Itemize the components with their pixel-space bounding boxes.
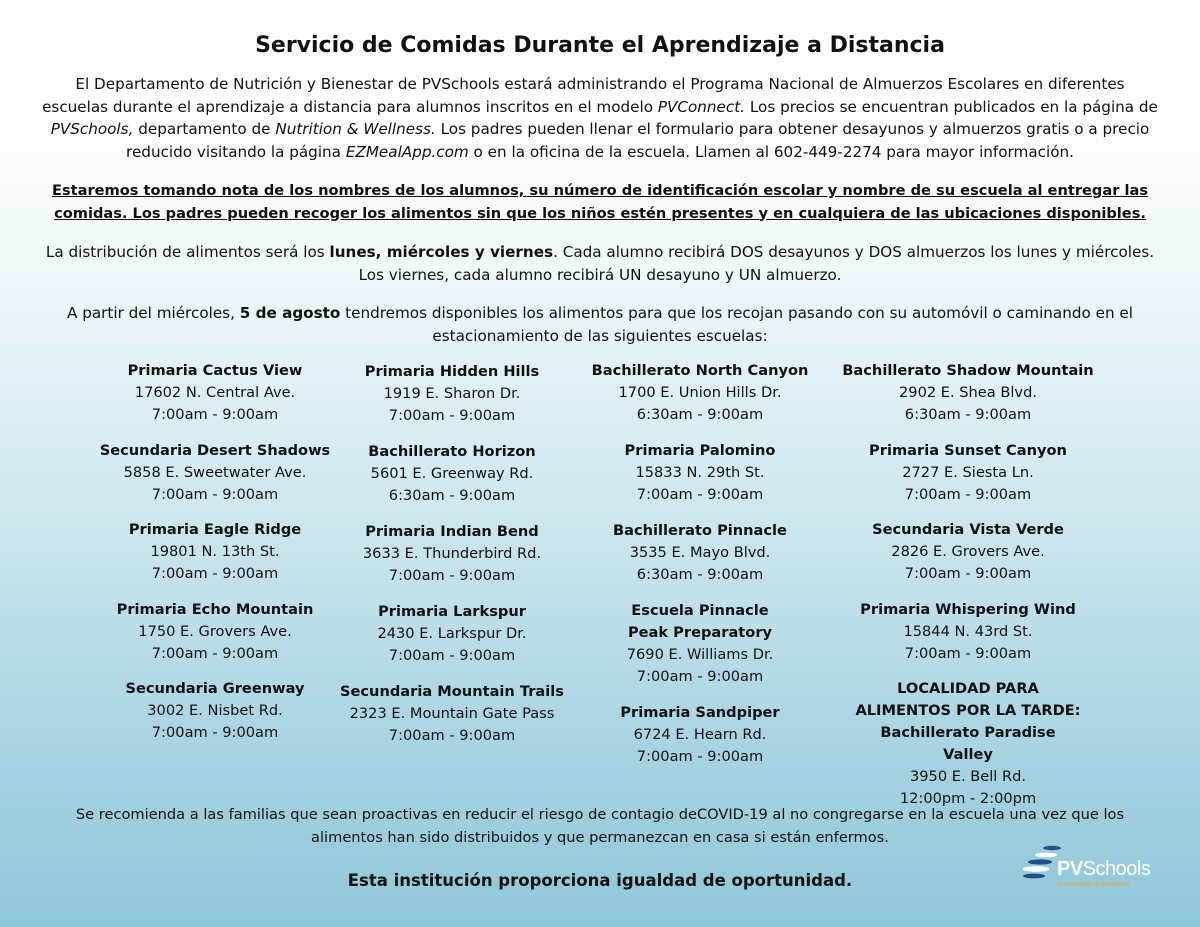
start-paragraph bbox=[40, 302, 1160, 347]
start-date: 5 de agosto bbox=[239, 304, 341, 322]
location-name: Primaria Cactus View bbox=[127, 362, 303, 379]
location-address: 2323 E. Mountain Gate Pass bbox=[349, 705, 555, 722]
location-hours: 6:30am - 9:00am bbox=[388, 487, 516, 504]
notice-paragraph: Estaremos tomando nota de los nombres de los alumnos, su número de identificación escolar y nombre de su escuela al entregar las comidas. Los padres pueden recoger los alimentos sin que los niños estén presentes y en cualquiera de las ubicaciones disponibles. bbox=[51, 182, 1149, 222]
location-item bbox=[818, 678, 1118, 810]
location-hours: 7:00am - 9:00am bbox=[388, 647, 516, 664]
location-hours: 7:00am - 9:00am bbox=[151, 485, 279, 503]
logo-wordmark-bold: PV bbox=[1057, 858, 1083, 880]
location-item bbox=[550, 360, 850, 426]
location-hours: 7:00am - 9:00am bbox=[151, 406, 279, 423]
location-item bbox=[550, 702, 850, 768]
location-address: 2902 E. Shea Blvd. bbox=[899, 384, 1037, 401]
start-text-c: tendremos disponibles los alimentos para que los recojan pasando con su automóvil o caminando en el estacionamiento de las siguientes escuelas: bbox=[340, 304, 1133, 345]
location-address: 15833 N. 29th St. bbox=[635, 464, 765, 481]
location-name: Secundaria Greenway bbox=[125, 680, 305, 697]
location-item bbox=[818, 360, 1118, 426]
location-address: 3950 E. Bell Rd. bbox=[909, 768, 1027, 785]
distribution-text-c: . Cada alumno recibirá DOS desayunos y DOS almuerzos los lunes y miércoles. Los viernes, cada alumno recibirá UN desayuno y UN almuerzo. bbox=[358, 243, 1155, 284]
intro-pvconnect: PVConnect. bbox=[657, 97, 746, 116]
intro-nutrition: Nutrition & Wellness. bbox=[275, 120, 436, 138]
logo-wordmark bbox=[1057, 858, 1150, 881]
pvschools-swoosh-icon bbox=[1022, 842, 1062, 882]
location-address: 7690 E. Williams Dr. bbox=[626, 646, 774, 663]
location-hours: 7:00am - 9:00am bbox=[904, 485, 1032, 503]
intro-pvschools: PVSchools, bbox=[50, 120, 134, 138]
location-hours: 6:30am - 9:00am bbox=[636, 406, 764, 423]
location-name: Primaria Sandpiper bbox=[620, 704, 780, 721]
locations-column-4 bbox=[818, 360, 1118, 824]
location-name: Bachillerato Horizon bbox=[368, 443, 536, 460]
location-address: 2430 E. Larkspur Dr. bbox=[377, 625, 527, 642]
location-address: 3002 E. Nisbet Rd. bbox=[147, 702, 283, 719]
start-text-a: A partir del miércoles, bbox=[67, 304, 240, 322]
location-name: Secundaria Vista Verde bbox=[872, 521, 1064, 538]
location-hours: 7:00am - 9:00am bbox=[151, 724, 279, 741]
covid-advice-paragraph: Se recomienda a las familias que sean proactivas en reducir el riesgo de contagio deCOVID-19 al no congregarse en la escuela una vez que los alimentos han sido distribuidos y que permanezcan en casa si están enfermos. bbox=[75, 806, 1125, 846]
location-name: Primaria Sunset Canyon bbox=[869, 441, 1067, 459]
intro-text-a: El Departamento de Nutrición y Bienestar de PVSchools estará administrando el Programa Nacional de Almuerzos Escolares en diferentes escuelas durante el aprendizaje a distancia para alumnos inscritos en el modelo bbox=[42, 75, 1125, 116]
location-item bbox=[550, 600, 850, 688]
location-name: Primaria Palomino bbox=[624, 442, 776, 459]
intro-text-e: departamento de bbox=[133, 120, 276, 138]
location-hours: 6:30am - 9:00am bbox=[904, 406, 1032, 423]
location-address: 1919 E. Sharon Dr. bbox=[383, 385, 521, 402]
location-address: 19801 N. 13th St. bbox=[150, 543, 280, 560]
location-address: 1750 E. Grovers Ave. bbox=[138, 622, 292, 640]
location-name: LOCALIDAD PARA ALIMENTOS POR LA TARDE: Bachillerato Paradise Valley bbox=[855, 680, 1081, 763]
location-item bbox=[550, 440, 850, 506]
location-name: Primaria Echo Mountain bbox=[116, 600, 314, 618]
location-address: 1700 E. Union Hills Dr. bbox=[618, 384, 782, 401]
location-hours: 6:30am - 9:00am bbox=[636, 566, 764, 583]
logo-wordmark-light: Schools bbox=[1082, 858, 1151, 880]
page-title: Servicio de Comidas Durante el Aprendizaje a Distancia bbox=[255, 33, 945, 58]
location-hours: 7:00am - 9:00am bbox=[388, 567, 516, 584]
location-name: Escuela Pinnacle Peak Preparatory bbox=[627, 602, 773, 641]
location-name: Secundaria Desert Shadows bbox=[99, 441, 331, 459]
location-hours: 7:00am - 9:00am bbox=[904, 565, 1032, 582]
location-item bbox=[550, 520, 850, 586]
location-address: 17602 N. Central Ave. bbox=[134, 384, 296, 401]
location-name: Primaria Larkspur bbox=[378, 603, 526, 620]
intro-text-g: Los padres pueden llenar el formulario para obtener desayunos y almuerzos gratis o a precio reducido visitando la página bbox=[126, 120, 1150, 161]
distribution-paragraph bbox=[40, 241, 1160, 286]
location-name: Primaria Hidden Hills bbox=[364, 363, 540, 380]
location-address: 6724 E. Hearn Rd. bbox=[633, 726, 767, 743]
location-address: 15844 N. 43rd St. bbox=[903, 622, 1033, 640]
location-name: Bachillerato North Canyon bbox=[591, 362, 809, 379]
locations-column-3 bbox=[550, 360, 850, 782]
equal-opportunity-statement: Esta institución proporciona igualdad de oportunidad. bbox=[347, 871, 853, 890]
location-name: Primaria Eagle Ridge bbox=[128, 521, 302, 538]
location-name: Primaria Whispering Wind bbox=[860, 600, 1076, 618]
location-hours: 7:00am - 9:00am bbox=[636, 668, 764, 685]
location-item bbox=[818, 440, 1118, 506]
location-address: 3535 E. Mayo Blvd. bbox=[629, 544, 771, 561]
logo-tagline: A community of Excellence bbox=[1058, 882, 1130, 888]
intro-ezmealapp: EZMealApp.com bbox=[345, 142, 469, 161]
location-hours: 7:00am - 9:00am bbox=[388, 407, 516, 424]
location-address: 2826 E. Grovers Ave. bbox=[891, 543, 1045, 560]
location-name: Bachillerato Shadow Mountain bbox=[842, 362, 1094, 379]
location-hours: 7:00am - 9:00am bbox=[151, 565, 279, 582]
location-address: 2727 E. Siesta Ln. bbox=[902, 463, 1034, 481]
location-hours: 7:00am - 9:00am bbox=[636, 748, 764, 765]
location-item bbox=[818, 599, 1118, 665]
location-hours: 7:00am - 9:00am bbox=[388, 727, 516, 744]
location-address: 5858 E. Sweetwater Ave. bbox=[123, 463, 307, 481]
pvschools-logo bbox=[1022, 840, 1162, 895]
intro-text-i: o en la oficina de la escuela. Llamen al 602-449-2274 para mayor información. bbox=[468, 142, 1074, 161]
location-hours: 12:00pm - 2:00pm bbox=[899, 790, 1037, 807]
location-address: 3633 E. Thunderbird Rd. bbox=[362, 545, 542, 562]
location-name: Primaria Indian Bend bbox=[365, 523, 539, 540]
location-item bbox=[818, 519, 1118, 585]
distribution-days: lunes, miércoles y viernes bbox=[329, 243, 554, 261]
distribution-text-a: La distribución de alimentos será los bbox=[45, 243, 330, 261]
location-hours: 7:00am - 9:00am bbox=[904, 644, 1032, 662]
location-address: 5601 E. Greenway Rd. bbox=[370, 465, 534, 482]
location-name: Bachillerato Pinnacle bbox=[613, 522, 787, 539]
location-hours: 7:00am - 9:00am bbox=[151, 644, 279, 662]
intro-paragraph bbox=[40, 73, 1160, 163]
intro-text-c: Los precios se encuentran publicados en la página de bbox=[745, 97, 1158, 116]
location-name: Secundaria Mountain Trails bbox=[340, 683, 564, 700]
location-hours: 7:00am - 9:00am bbox=[636, 486, 764, 503]
